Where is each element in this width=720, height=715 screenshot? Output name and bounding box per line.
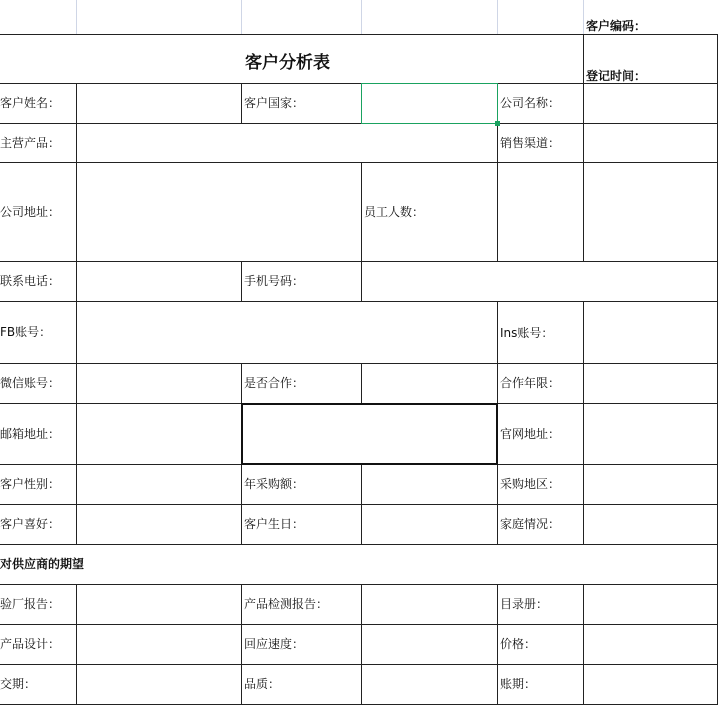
column-line: [497, 123, 498, 162]
company-address-label: 公司地址：: [0, 205, 61, 219]
column-divider: [497, 0, 498, 34]
column-line: [497, 363, 498, 403]
factory-report-label: 验厂报告：: [0, 597, 61, 611]
years-label: 合作年限：: [500, 376, 561, 390]
customer-country-label: 客户国家：: [244, 96, 305, 110]
column-line: [497, 464, 498, 504]
price-label: 价格：: [500, 637, 537, 651]
column-line: [76, 83, 77, 123]
quality-label: 品质：: [244, 677, 281, 691]
ins-account-label: Ins账号：: [500, 326, 554, 340]
page-title: 客户分析表: [245, 53, 330, 73]
product-test-label: 产品检测报告：: [244, 597, 329, 611]
wechat-label: 微信账号：: [0, 376, 61, 390]
main-products-label: 主营产品：: [0, 136, 61, 150]
column-line: [76, 464, 77, 504]
row-divider: [0, 83, 718, 84]
delivery-label: 交期：: [0, 677, 37, 691]
column-line: [583, 363, 584, 403]
column-line: [76, 123, 77, 162]
customer-name-label: 客户姓名：: [0, 96, 61, 110]
column-line: [583, 301, 584, 363]
company-name-label: 公司名称：: [500, 96, 561, 110]
gender-label: 客户性别：: [0, 477, 61, 491]
selected-cell[interactable]: [361, 83, 498, 124]
row-divider: [0, 544, 718, 545]
sales-channel-label: 销售渠道：: [500, 136, 561, 150]
fill-handle[interactable]: [495, 121, 500, 126]
product-design-label: 产品设计：: [0, 637, 61, 651]
family-label: 家庭情况：: [500, 517, 561, 531]
customer-code-label: 客户编码：: [586, 19, 647, 33]
column-line: [583, 464, 584, 504]
row-divider: [0, 584, 718, 585]
row-divider: [0, 123, 718, 124]
column-line: [361, 162, 362, 261]
annual-purchase-label: 年采购额：: [244, 477, 305, 491]
column-divider: [241, 0, 242, 34]
column-line: [76, 363, 77, 403]
mobile-label: 手机号码：: [244, 274, 305, 288]
row-divider: [0, 261, 718, 262]
column-line: [583, 162, 584, 261]
birthday-label: 客户生日：: [244, 517, 305, 531]
column-line: [583, 83, 584, 123]
column-line: [241, 363, 242, 403]
column-line: [497, 301, 498, 363]
row-divider: [0, 162, 718, 163]
column-line: [76, 301, 77, 363]
fb-account-label: FB账号：: [0, 325, 52, 339]
row-divider: [0, 704, 718, 705]
column-line: [76, 584, 77, 704]
row-divider: [0, 504, 718, 505]
column-line: [583, 504, 584, 544]
column-line: [241, 464, 242, 504]
column-line: [76, 261, 77, 301]
column-line: [497, 584, 498, 704]
website-label: 官网地址：: [500, 427, 561, 441]
column-line: [583, 403, 584, 464]
column-line: [241, 504, 242, 544]
column-line: [361, 261, 362, 301]
bordered-cell-range[interactable]: [241, 403, 498, 465]
column-divider: [76, 0, 77, 34]
cooperating-label: 是否合作：: [244, 376, 305, 390]
column-line: [497, 504, 498, 544]
email-label: 邮箱地址：: [0, 427, 61, 441]
hobbies-label: 客户喜好：: [0, 517, 61, 531]
column-line: [361, 464, 362, 504]
column-divider: [583, 0, 584, 34]
table-right-border: [717, 34, 718, 704]
row-divider: [0, 664, 718, 665]
column-line: [76, 504, 77, 544]
response-speed-label: 回应速度：: [244, 637, 305, 651]
column-divider: [361, 0, 362, 34]
purchase-region-label: 采购地区：: [500, 477, 561, 491]
column-line: [361, 363, 362, 403]
column-line: [76, 403, 77, 464]
row-divider: [0, 363, 718, 364]
expectation-section-heading: 对供应商的期望: [0, 557, 85, 571]
column-line: [241, 261, 242, 301]
column-line: [583, 584, 584, 704]
payment-term-label: 账期：: [500, 677, 537, 691]
column-line: [583, 123, 584, 162]
column-line: [583, 34, 584, 83]
row-divider: [0, 624, 718, 625]
catalog-label: 目录册：: [500, 597, 549, 611]
column-line: [361, 584, 362, 704]
register-time-label: 登记时间：: [586, 69, 647, 83]
employee-count-label: 员工人数：: [364, 205, 425, 219]
row-divider: [0, 301, 718, 302]
phone-label: 联系电话：: [0, 274, 61, 288]
column-line: [497, 162, 498, 261]
row-divider: [0, 34, 718, 35]
column-line: [76, 162, 77, 261]
column-line: [241, 83, 242, 123]
column-line: [241, 584, 242, 704]
column-line: [361, 504, 362, 544]
